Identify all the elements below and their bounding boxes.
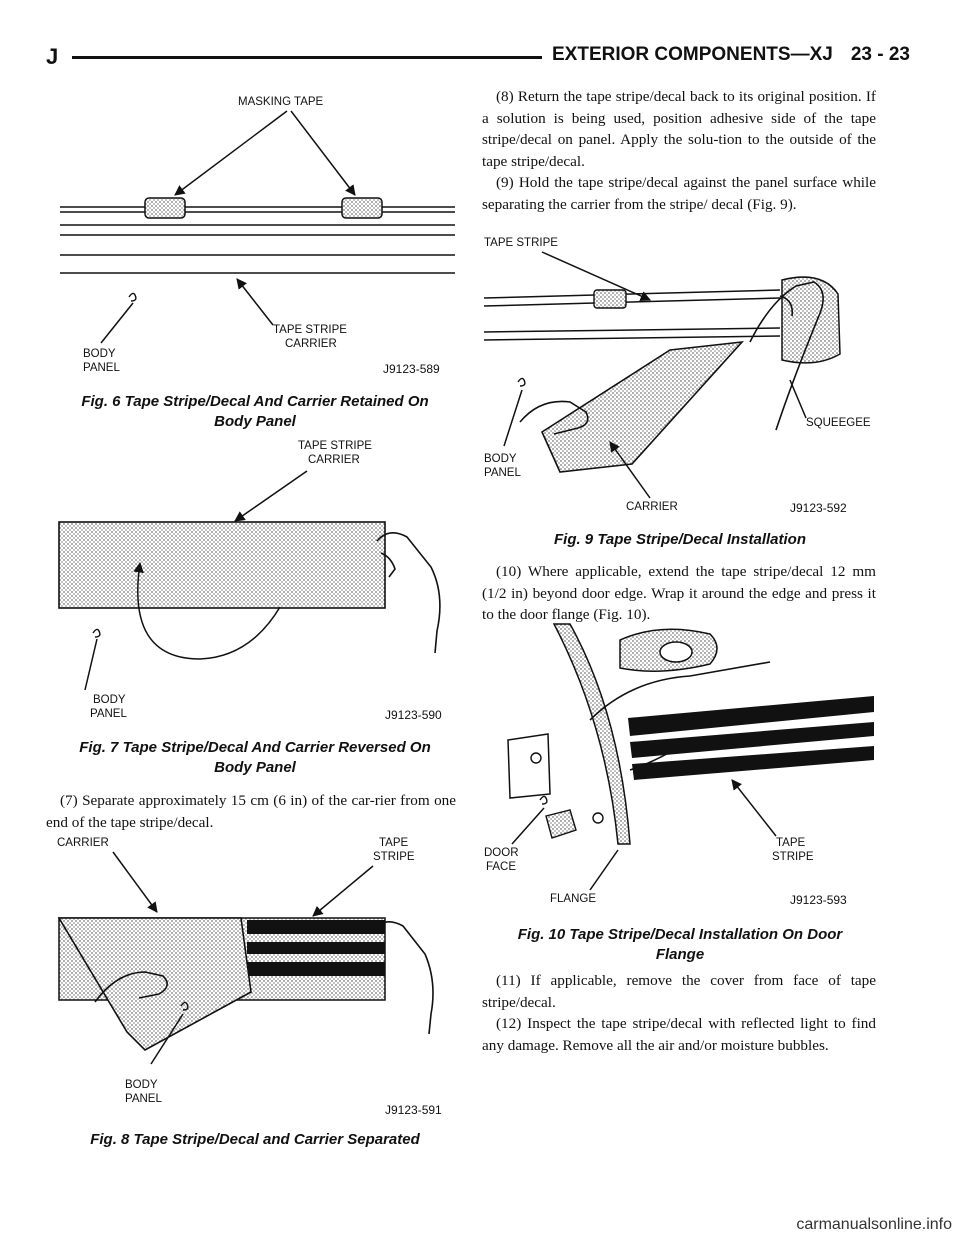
label-tape-stripe-carrier: TAPE STRIPE CARRIER bbox=[298, 440, 372, 466]
caption-fig-7 bbox=[55, 738, 455, 778]
label-carrier: CARRIER bbox=[57, 837, 109, 849]
caption-fig-8 bbox=[55, 1130, 455, 1150]
figure-10 bbox=[480, 620, 880, 920]
masking-tape bbox=[594, 290, 626, 308]
caption-line: Flange bbox=[655, 946, 705, 963]
caption-fig-9 bbox=[480, 530, 880, 550]
door-face-panel bbox=[508, 734, 550, 798]
figure-9 bbox=[480, 232, 880, 527]
body-panel-hook-icon bbox=[129, 293, 136, 301]
label-squeegee: SQUEEGEE bbox=[806, 417, 871, 429]
label-body-panel: BODY PANEL bbox=[125, 1079, 162, 1105]
masking-tape-left bbox=[145, 198, 185, 218]
caption-line: Fig. 7 Tape Stripe/Decal And Carrier Reversed On bbox=[79, 739, 431, 756]
label-masking-tape: MASKING TAPE bbox=[238, 96, 324, 108]
figure-code: J9123-593 bbox=[790, 893, 847, 907]
leader-masking-left bbox=[175, 111, 287, 195]
caption-line: Fig. 10 Tape Stripe/Decal Installation On Door bbox=[517, 926, 843, 943]
figure-6 bbox=[55, 85, 460, 385]
label-body-panel: BODY PANEL bbox=[90, 694, 127, 720]
caption-line: Fig. 9 Tape Stripe/Decal Installation bbox=[553, 531, 806, 548]
step-paragraph: (7) Separate approximately 15 cm (6 in) of the car-rier from one end of the tape stripe/decal. bbox=[46, 792, 456, 831]
leader-carrier bbox=[235, 471, 307, 521]
step-10-text bbox=[482, 561, 876, 626]
tape-stripe-band-2 bbox=[247, 942, 385, 954]
caption-fig-6 bbox=[55, 392, 455, 432]
figure-code: J9123-589 bbox=[383, 362, 440, 376]
body-panel-hook-icon bbox=[93, 629, 100, 637]
bolt-icon bbox=[531, 753, 541, 763]
leader-tape-stripe bbox=[732, 780, 776, 836]
leader-body-panel bbox=[85, 639, 97, 690]
label-carrier: CARRIER bbox=[626, 501, 678, 513]
label-door-face: DOOR FACE bbox=[484, 847, 519, 873]
caption-line: Fig. 8 Tape Stripe/Decal and Carrier Separated bbox=[90, 1131, 420, 1148]
masking-tape-right bbox=[342, 198, 382, 218]
label-flange: FLANGE bbox=[550, 893, 597, 905]
step-7-text bbox=[46, 790, 456, 833]
steps-11-12-text bbox=[482, 970, 876, 1056]
hand-icon bbox=[377, 533, 440, 653]
leader-carrier bbox=[237, 279, 273, 325]
leader-flange bbox=[590, 850, 618, 890]
label-body-panel: BODY PANEL bbox=[83, 348, 120, 374]
caption-line: Body Panel bbox=[214, 759, 296, 776]
bolt-icon bbox=[593, 813, 603, 823]
steps-8-9-text bbox=[482, 86, 876, 215]
figure-7 bbox=[55, 435, 460, 730]
tape-stripe-band-1 bbox=[247, 920, 385, 934]
figure-code: J9123-590 bbox=[385, 708, 442, 722]
caption-line: Body Panel bbox=[214, 413, 296, 430]
latch-icon bbox=[546, 810, 576, 838]
tape-stripe-band-3 bbox=[247, 962, 385, 976]
figure-8 bbox=[55, 832, 460, 1122]
label-tape-stripe-carrier: TAPE STRIPE CARRIER bbox=[273, 324, 347, 350]
label-tape-stripe: TAPE STRIPE bbox=[772, 837, 814, 863]
reversed-carrier-strip bbox=[59, 522, 385, 608]
caption-fig-10 bbox=[480, 925, 880, 965]
leader-masking-right bbox=[291, 111, 355, 195]
page-number: 23 - 23 bbox=[850, 44, 910, 65]
manual-letter: J bbox=[46, 44, 59, 69]
figure-code: J9123-592 bbox=[790, 501, 847, 515]
step-paragraph: (8) Return the tape stripe/decal back to its original position. If a solution is being used, position adhesive side of the tape stripe/decal on panel. Apply the solu-tion to the outside of the tape stripe/decal. bbox=[482, 88, 876, 170]
label-body-panel: BODY PANEL bbox=[484, 453, 521, 479]
leader-body-panel bbox=[101, 303, 133, 343]
carrier-sheet bbox=[542, 342, 742, 472]
caption-line: Fig. 6 Tape Stripe/Decal And Carrier Retained On bbox=[81, 393, 429, 410]
watermark: carmanualsonline.info bbox=[796, 1216, 952, 1233]
leader-body-panel bbox=[504, 390, 522, 446]
step-paragraph: (11) If applicable, remove the cover from face of tape stripe/decal. bbox=[482, 972, 876, 1011]
figure-code: J9123-591 bbox=[385, 1103, 442, 1117]
leader-carrier bbox=[113, 852, 157, 912]
body-panel-hook-icon bbox=[518, 378, 525, 386]
page-header bbox=[552, 44, 910, 66]
step-paragraph: (9) Hold the tape stripe/decal against the panel surface while separating the carrier from the stripe/ decal (Fig. 9). bbox=[482, 174, 876, 213]
label-tape-stripe: TAPE STRIPE bbox=[373, 837, 415, 863]
leader-tape-stripe bbox=[313, 866, 373, 916]
leader-squeegee bbox=[790, 380, 806, 418]
tape-stripe-strip bbox=[484, 290, 780, 340]
header-rule bbox=[72, 56, 542, 59]
door-handle bbox=[660, 642, 692, 662]
step-paragraph: (10) Where applicable, extend the tape stripe/decal 12 mm (1/2 in) beyond door edge. Wrap it around the edge and press it to the door flange (Fig. 10). bbox=[482, 563, 876, 623]
tape-stripe-carrier-strip bbox=[60, 207, 455, 273]
leader-door-face bbox=[512, 808, 544, 844]
step-paragraph: (12) Inspect the tape stripe/decal with reflected light to find any damage. Remove all the air and/or moisture bubbles. bbox=[482, 1015, 876, 1054]
section-title: EXTERIOR COMPONENTS—XJ bbox=[552, 44, 833, 65]
label-tape-stripe: TAPE STRIPE bbox=[484, 237, 558, 249]
body-panel-hook-icon bbox=[540, 796, 547, 804]
